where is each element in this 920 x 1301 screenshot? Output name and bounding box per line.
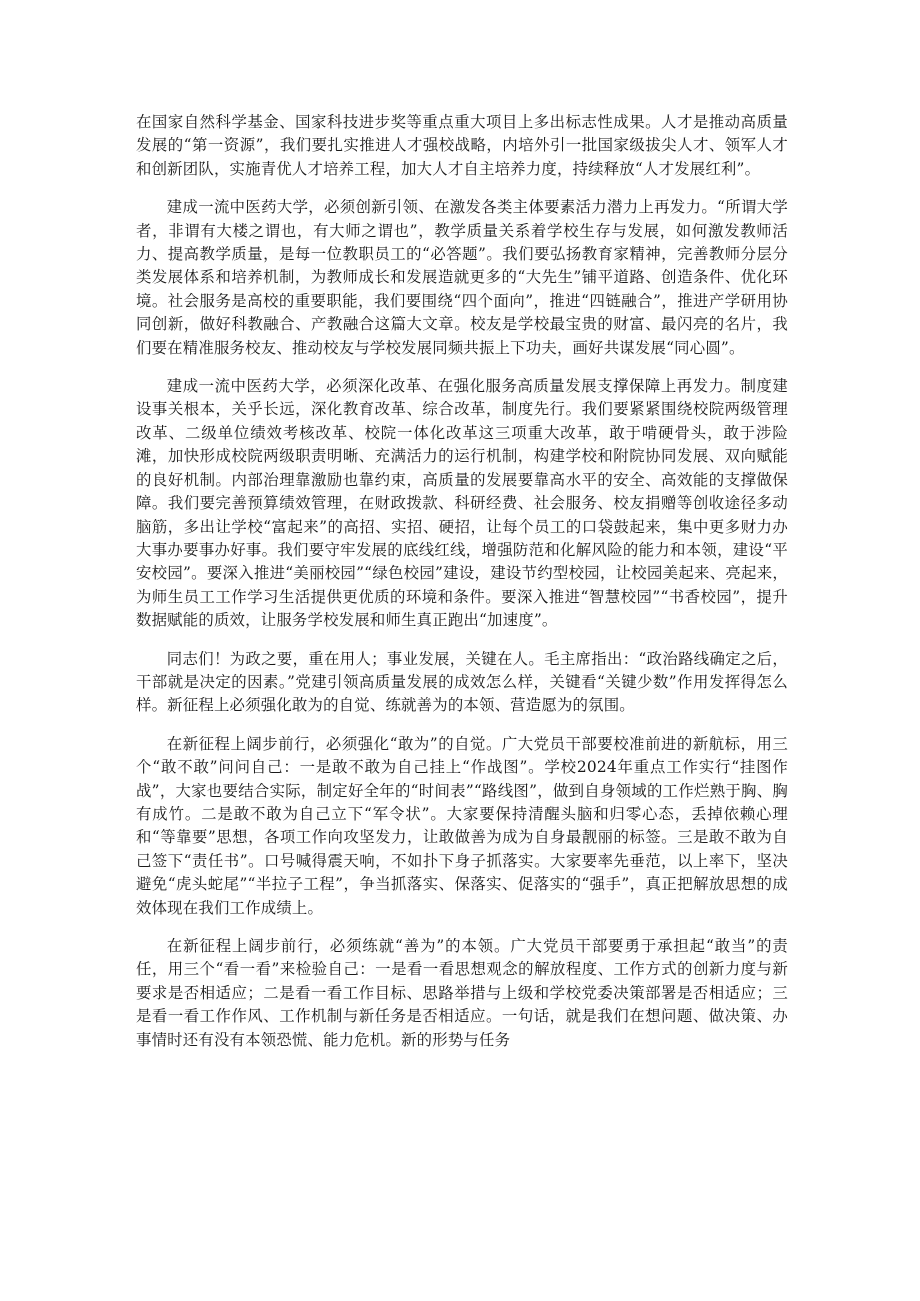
paragraph-5: 在新征程上阔步前行，必须强化“敢为”的自觉。广大党员干部要校准前进的新航标，用三个“敢不敢”问问自己：一是敢不敢为自己挂上“作战图”。学校2024年重点工作实行“挂图作战”，大家也要结合实际，制定好全年的“时间表”“路线图”，做到自身领域的工作烂熟于胸、胸有成竹。二是敢不敢为自己立下“军令状”。大家要保持清醒头脑和归零心态，丢掉依赖心理和“等靠要”思想，各项工作向攻坚发力，让敢做善为成为自身最靓丽的标签。三是敢不敢为自己签下“责任书”。口号喊得震天响，不如扑下身子抓落实。大家要率先垂范，以上率下，坚决避免“虎头蛇尾”“半拉子工程”，争当抓落实、保落实、促落实的“强手”，真正把解放思想的成效体现在我们工作成绩上。: [136, 734, 788, 917]
paragraph-2: 建成一流中医药大学，必须创新引领、在激发各类主体要素活力潜力上再发力。“所谓大学者，非谓有大楼之谓也，有大师之谓也”，教学质量关系着学校生存与发展，如何激发教师活力、提高教学质量，是每一位教职员工的“必答题”。我们要弘扬教育家精神，完善教师分层分类发展体系和培养机制，为教师成长和发展造就更多的“大先生”铺平道路、创造条件、优化环境。社会服务是高校的重要职能，我们要围绕“四个面向”，推进“四链融合”，推进产学研用协同创新，做好科教融合、产教融合这篇大文章。校友是学校最宝贵的财富、最闪亮的名片，我们要在精准服务校友、推动校友与学校发展同频共振上下功夫，画好共谋发展“同心圆”。: [136, 198, 788, 357]
paragraph-3: 建成一流中医药大学，必须深化改革、在强化服务高质量发展支撑保障上再发力。制度建设事关根本，关乎长远，深化教育改革、综合改革，制度先行。我们要紧紧围绕校院两级管理改革、二级单位绩效考核改革、校院一体化改革这三项重大改革，敢于啃硬骨头，敢于涉险滩，加快形成校院两级职责明晰、充满活力的运行机制，构建学校和附院协同发展、双向赋能的良好机制。内部治理靠激励也靠约束，高质量的发展要靠高水平的安全、高效能的支撑做保障。我们要完善预算绩效管理，在财政拨款、科研经费、社会服务、校友捐赠等创收途径多动脑筋，多出让学校“富起来”的高招、实招、硬招，让每个员工的口袋鼓起来，集中更多财力办大事办要事办好事。我们要守牢发展的底线红线，增强防范和化解风险的能力和本领，建设“平安校园”。要深入推进“美丽校园”“绿色校园”建设，建设节约型校园，让校园美起来、亮起来，为师生员工工作学习生活提供更优质的环境和条件。要深入推进“智慧校园”“书香校园”，提升数据赋能的质效，让服务学校发展和师生真正跑出“加速度”。: [136, 377, 788, 630]
paragraph-4: 同志们！为政之要，重在用人；事业发展，关键在人。毛主席指出：“政治路线确定之后，干部就是决定的因素。”党建引领高质量发展的成效怎么样，关键看“关键少数”作用发挥得怎么样。新征程上必须强化敢为的自觉、练就善为的本领、营造愿为的氛围。: [136, 649, 788, 715]
paragraph-1: 在国家自然科学基金、国家科技进步奖等重点重大项目上多出标志性成果。人才是推动高质量发展的“第一资源”，我们要扎实推进人才强校战略，内培外引一批国家级拔尖人才、领军人才和创新团队，实施青优人才培养工程，加大人才自主培养力度，持续释放“人才发展红利”。: [136, 113, 788, 178]
paragraph-6: 在新征程上阔步前行，必须练就“善为”的本领。广大党员干部要勇于承担起“敢当”的责任，用三个“看一看”来检验自己：一是看一看思想观念的解放程度、工作方式的创新力度与新要求是否相适应；二是看一看工作目标、思路举措与上级和学校党委决策部署是否相适应；三是看一看工作作风、工作机制与新任务是否相适应。一句话，就是我们在想问题、做决策、办事情时还有没有本领恐慌、能力危机。新的形势与任务: [136, 937, 788, 1049]
document-page: [136, 111, 788, 1067]
